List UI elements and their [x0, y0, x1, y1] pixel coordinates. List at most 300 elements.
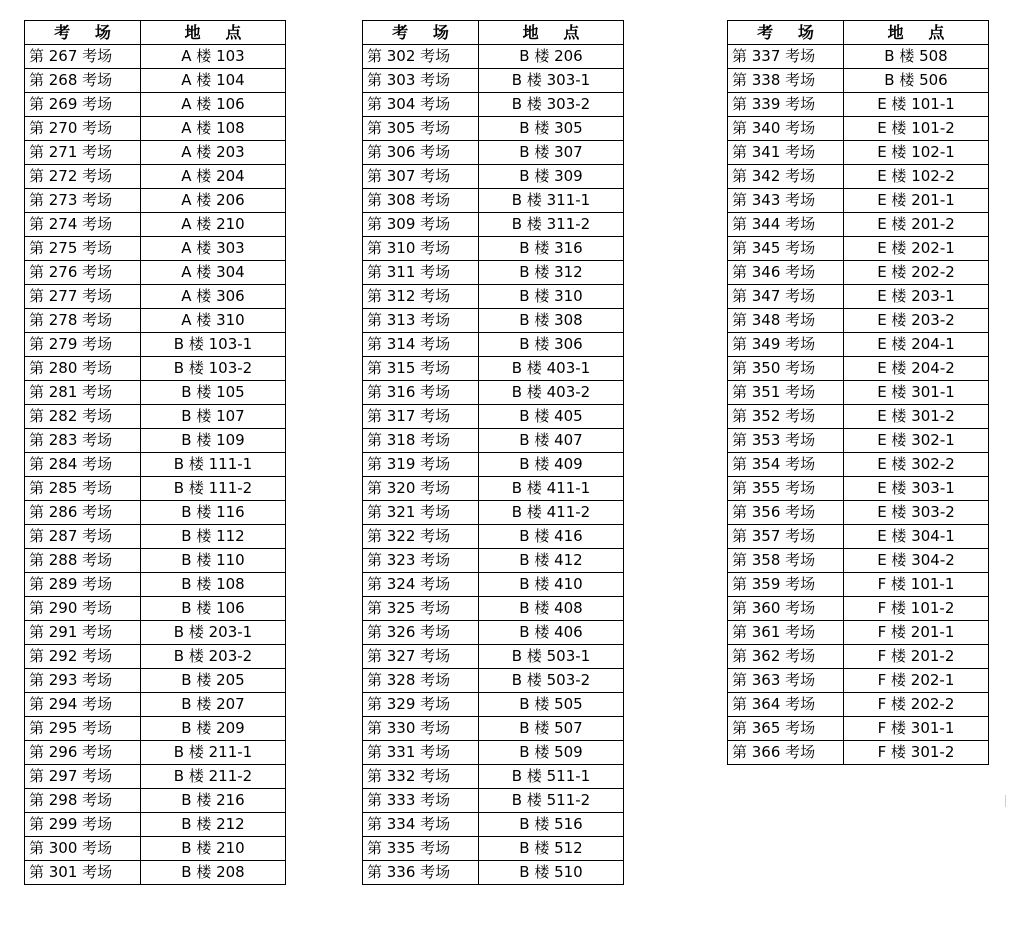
exam-room-cell: 第 321 考场 — [363, 501, 479, 525]
table-row — [25, 741, 286, 765]
exam-room-cell: 第 313 考场 — [363, 309, 479, 333]
table-row — [363, 429, 624, 453]
table-row — [363, 693, 624, 717]
location-cell: A 楼 203 — [141, 141, 286, 165]
table-row — [25, 669, 286, 693]
table-row — [25, 309, 286, 333]
location-cell: B 楼 511-1 — [479, 765, 624, 789]
exam-room-cell: 第 326 考场 — [363, 621, 479, 645]
exam-room-cell: 第 307 考场 — [363, 165, 479, 189]
table-row — [728, 165, 989, 189]
exam-room-cell: 第 285 考场 — [25, 477, 141, 501]
table-row — [363, 621, 624, 645]
location-cell: E 楼 302-1 — [844, 429, 989, 453]
table-row — [363, 237, 624, 261]
table-row — [25, 285, 286, 309]
exam-room-cell: 第 270 考场 — [25, 117, 141, 141]
table-row — [363, 765, 624, 789]
table-row — [25, 789, 286, 813]
table-row — [363, 405, 624, 429]
location-cell: B 楼 506 — [844, 69, 989, 93]
exam-room-cell: 第 340 考场 — [728, 117, 844, 141]
exam-room-cell: 第 365 考场 — [728, 717, 844, 741]
exam-room-cell: 第 281 考场 — [25, 381, 141, 405]
table-row — [25, 93, 286, 117]
exam-room-cell: 第 349 考场 — [728, 333, 844, 357]
exam-room-cell: 第 271 考场 — [25, 141, 141, 165]
exam-room-table-1 — [24, 20, 286, 885]
exam-room-cell: 第 316 考场 — [363, 381, 479, 405]
exam-room-cell: 第 338 考场 — [728, 69, 844, 93]
location-cell: B 楼 108 — [141, 573, 286, 597]
exam-room-cell: 第 294 考场 — [25, 693, 141, 717]
location-cell: B 楼 103-1 — [141, 333, 286, 357]
exam-room-cell: 第 278 考场 — [25, 309, 141, 333]
exam-room-cell: 第 284 考场 — [25, 453, 141, 477]
location-cell: B 楼 416 — [479, 525, 624, 549]
exam-room-cell: 第 293 考场 — [25, 669, 141, 693]
table-row — [728, 429, 989, 453]
exam-room-cell: 第 351 考场 — [728, 381, 844, 405]
table-row — [728, 693, 989, 717]
location-cell: B 楼 311-2 — [479, 213, 624, 237]
exam-room-cell: 第 289 考场 — [25, 573, 141, 597]
location-cell: F 楼 301-1 — [844, 717, 989, 741]
exam-room-cell: 第 357 考场 — [728, 525, 844, 549]
location-cell: B 楼 109 — [141, 429, 286, 453]
location-cell: B 楼 507 — [479, 717, 624, 741]
table-row — [728, 573, 989, 597]
exam-room-cell: 第 290 考场 — [25, 597, 141, 621]
table-row — [728, 309, 989, 333]
exam-room-cell: 第 274 考场 — [25, 213, 141, 237]
location-cell: B 楼 312 — [479, 261, 624, 285]
table-row — [25, 861, 286, 885]
table-row — [25, 621, 286, 645]
exam-room-cell: 第 280 考场 — [25, 357, 141, 381]
exam-room-cell: 第 330 考场 — [363, 717, 479, 741]
table-row — [363, 117, 624, 141]
exam-room-cell: 第 297 考场 — [25, 765, 141, 789]
exam-room-cell: 第 318 考场 — [363, 429, 479, 453]
exam-room-table-2 — [362, 20, 624, 885]
table-row — [363, 213, 624, 237]
table-row — [25, 405, 286, 429]
table-row — [728, 645, 989, 669]
table-row — [25, 45, 286, 69]
location-cell: F 楼 201-2 — [844, 645, 989, 669]
location-cell: B 楼 410 — [479, 573, 624, 597]
location-cell: E 楼 101-2 — [844, 117, 989, 141]
exam-room-cell: 第 288 考场 — [25, 549, 141, 573]
table-row — [363, 837, 624, 861]
header-room: 考 场 — [728, 21, 844, 45]
location-cell: B 楼 111-2 — [141, 477, 286, 501]
header-location: 地 点 — [141, 21, 286, 45]
location-cell: B 楼 409 — [479, 453, 624, 477]
table-row — [728, 213, 989, 237]
exam-room-cell: 第 324 考场 — [363, 573, 479, 597]
table-row — [25, 237, 286, 261]
location-cell: B 楼 508 — [844, 45, 989, 69]
location-cell: B 楼 116 — [141, 501, 286, 525]
location-cell: F 楼 101-2 — [844, 597, 989, 621]
exam-room-cell: 第 320 考场 — [363, 477, 479, 501]
exam-room-cell: 第 342 考场 — [728, 165, 844, 189]
location-cell: B 楼 107 — [141, 405, 286, 429]
exam-room-cell: 第 352 考场 — [728, 405, 844, 429]
table-row — [728, 477, 989, 501]
location-cell: E 楼 302-2 — [844, 453, 989, 477]
exam-room-cell: 第 315 考场 — [363, 357, 479, 381]
table-row — [25, 693, 286, 717]
table-row — [25, 357, 286, 381]
exam-room-cell: 第 334 考场 — [363, 813, 479, 837]
location-cell: B 楼 212 — [141, 813, 286, 837]
exam-room-cell: 第 328 考场 — [363, 669, 479, 693]
table-row — [363, 285, 624, 309]
location-cell: B 楼 308 — [479, 309, 624, 333]
exam-room-cell: 第 353 考场 — [728, 429, 844, 453]
header-room: 考 场 — [25, 21, 141, 45]
table-row — [25, 549, 286, 573]
table-row — [363, 69, 624, 93]
exam-room-cell: 第 302 考场 — [363, 45, 479, 69]
location-cell: B 楼 106 — [141, 597, 286, 621]
table-row — [25, 69, 286, 93]
table-row — [363, 741, 624, 765]
exam-room-cell: 第 296 考场 — [25, 741, 141, 765]
table-row — [25, 525, 286, 549]
exam-room-cell: 第 345 考场 — [728, 237, 844, 261]
location-cell: E 楼 304-2 — [844, 549, 989, 573]
table-row — [25, 141, 286, 165]
table-row — [25, 717, 286, 741]
table-row — [25, 381, 286, 405]
exam-room-cell: 第 343 考场 — [728, 189, 844, 213]
table-row — [363, 45, 624, 69]
location-cell: B 楼 103-2 — [141, 357, 286, 381]
location-cell: B 楼 406 — [479, 621, 624, 645]
exam-room-cell: 第 267 考场 — [25, 45, 141, 69]
exam-room-cell: 第 277 考场 — [25, 285, 141, 309]
exam-room-cell: 第 273 考场 — [25, 189, 141, 213]
table-row — [728, 405, 989, 429]
location-cell: B 楼 407 — [479, 429, 624, 453]
table-row — [363, 477, 624, 501]
exam-room-cell: 第 366 考场 — [728, 741, 844, 765]
location-cell: B 楼 207 — [141, 693, 286, 717]
location-cell: B 楼 510 — [479, 861, 624, 885]
location-cell: B 楼 405 — [479, 405, 624, 429]
location-cell: A 楼 304 — [141, 261, 286, 285]
table-row — [363, 189, 624, 213]
table-row — [25, 837, 286, 861]
location-cell: B 楼 206 — [479, 45, 624, 69]
table-row — [728, 189, 989, 213]
table-row — [25, 645, 286, 669]
location-cell: B 楼 203-2 — [141, 645, 286, 669]
exam-room-cell: 第 356 考场 — [728, 501, 844, 525]
exam-room-cell: 第 269 考场 — [25, 93, 141, 117]
table-row — [363, 93, 624, 117]
location-cell: B 楼 316 — [479, 237, 624, 261]
table-row — [728, 453, 989, 477]
exam-room-table-3 — [727, 20, 989, 765]
location-cell: A 楼 106 — [141, 93, 286, 117]
location-cell: B 楼 208 — [141, 861, 286, 885]
table-row — [363, 549, 624, 573]
exam-room-cell: 第 361 考场 — [728, 621, 844, 645]
location-cell: E 楼 203-1 — [844, 285, 989, 309]
location-cell: F 楼 202-2 — [844, 693, 989, 717]
table-row — [25, 597, 286, 621]
table-row — [25, 573, 286, 597]
exam-room-cell: 第 355 考场 — [728, 477, 844, 501]
page-edge-mark — [1005, 795, 1006, 807]
table-row — [728, 261, 989, 285]
location-cell: B 楼 505 — [479, 693, 624, 717]
exam-room-cell: 第 304 考场 — [363, 93, 479, 117]
table-row — [363, 669, 624, 693]
exam-room-cell: 第 303 考场 — [363, 69, 479, 93]
exam-room-cell: 第 337 考场 — [728, 45, 844, 69]
location-cell: F 楼 301-2 — [844, 741, 989, 765]
table-row — [363, 357, 624, 381]
table-row — [25, 813, 286, 837]
location-cell: B 楼 205 — [141, 669, 286, 693]
table-header-row — [363, 21, 624, 45]
exam-room-cell: 第 314 考场 — [363, 333, 479, 357]
table-row — [728, 717, 989, 741]
table-row — [25, 501, 286, 525]
table-row — [25, 261, 286, 285]
exam-room-cell: 第 319 考场 — [363, 453, 479, 477]
location-cell: B 楼 211-1 — [141, 741, 286, 765]
table-row — [728, 93, 989, 117]
location-cell: B 楼 210 — [141, 837, 286, 861]
location-cell: B 楼 216 — [141, 789, 286, 813]
exam-room-cell: 第 325 考场 — [363, 597, 479, 621]
location-cell: A 楼 204 — [141, 165, 286, 189]
location-cell: B 楼 209 — [141, 717, 286, 741]
location-cell: B 楼 112 — [141, 525, 286, 549]
location-cell: B 楼 512 — [479, 837, 624, 861]
location-cell: B 楼 412 — [479, 549, 624, 573]
exam-room-cell: 第 332 考场 — [363, 765, 479, 789]
table-row — [363, 645, 624, 669]
location-cell: B 楼 307 — [479, 141, 624, 165]
table-row — [728, 741, 989, 765]
table-row — [728, 237, 989, 261]
table-row — [363, 789, 624, 813]
table-row — [728, 357, 989, 381]
table-row — [25, 429, 286, 453]
location-cell: A 楼 108 — [141, 117, 286, 141]
location-cell: E 楼 201-2 — [844, 213, 989, 237]
location-cell: E 楼 204-1 — [844, 333, 989, 357]
table-row — [363, 453, 624, 477]
exam-room-cell: 第 363 考场 — [728, 669, 844, 693]
table-row — [363, 309, 624, 333]
location-cell: B 楼 509 — [479, 741, 624, 765]
exam-room-cell: 第 276 考场 — [25, 261, 141, 285]
table-row — [728, 285, 989, 309]
location-cell: B 楼 403-2 — [479, 381, 624, 405]
exam-room-cell: 第 341 考场 — [728, 141, 844, 165]
location-cell: B 楼 310 — [479, 285, 624, 309]
table-row — [728, 597, 989, 621]
exam-room-cell: 第 282 考场 — [25, 405, 141, 429]
location-cell: B 楼 411-1 — [479, 477, 624, 501]
location-cell: B 楼 309 — [479, 165, 624, 189]
exam-room-cell: 第 300 考场 — [25, 837, 141, 861]
location-cell: B 楼 305 — [479, 117, 624, 141]
location-cell: E 楼 203-2 — [844, 309, 989, 333]
exam-room-cell: 第 346 考场 — [728, 261, 844, 285]
table-header-row — [25, 21, 286, 45]
table-row — [25, 189, 286, 213]
location-cell: B 楼 303-1 — [479, 69, 624, 93]
location-cell: E 楼 202-1 — [844, 237, 989, 261]
location-cell: E 楼 201-1 — [844, 189, 989, 213]
table-row — [363, 501, 624, 525]
header-location: 地 点 — [844, 21, 989, 45]
location-cell: B 楼 411-2 — [479, 501, 624, 525]
location-cell: B 楼 111-1 — [141, 453, 286, 477]
location-cell: B 楼 503-2 — [479, 669, 624, 693]
location-cell: B 楼 203-1 — [141, 621, 286, 645]
exam-room-cell: 第 272 考场 — [25, 165, 141, 189]
location-cell: B 楼 516 — [479, 813, 624, 837]
location-cell: A 楼 103 — [141, 45, 286, 69]
table-row — [363, 333, 624, 357]
location-cell: A 楼 310 — [141, 309, 286, 333]
exam-room-cell: 第 311 考场 — [363, 261, 479, 285]
location-cell: E 楼 102-2 — [844, 165, 989, 189]
table-header-row — [728, 21, 989, 45]
exam-room-cell: 第 283 考场 — [25, 429, 141, 453]
exam-room-cell: 第 339 考场 — [728, 93, 844, 117]
exam-room-cell: 第 327 考场 — [363, 645, 479, 669]
exam-room-cell: 第 348 考场 — [728, 309, 844, 333]
exam-room-cell: 第 291 考场 — [25, 621, 141, 645]
location-cell: A 楼 104 — [141, 69, 286, 93]
exam-room-cell: 第 317 考场 — [363, 405, 479, 429]
exam-room-cell: 第 312 考场 — [363, 285, 479, 309]
location-cell: A 楼 210 — [141, 213, 286, 237]
location-cell: B 楼 511-2 — [479, 789, 624, 813]
table-row — [25, 213, 286, 237]
exam-room-cell: 第 350 考场 — [728, 357, 844, 381]
table-row — [363, 381, 624, 405]
exam-room-cell: 第 298 考场 — [25, 789, 141, 813]
table-row — [363, 261, 624, 285]
location-cell: B 楼 408 — [479, 597, 624, 621]
exam-room-cell: 第 305 考场 — [363, 117, 479, 141]
table-row — [25, 117, 286, 141]
exam-room-cell: 第 360 考场 — [728, 597, 844, 621]
table-row — [363, 717, 624, 741]
table-row — [728, 333, 989, 357]
location-cell: A 楼 206 — [141, 189, 286, 213]
table-row — [363, 573, 624, 597]
location-cell: E 楼 303-2 — [844, 501, 989, 525]
location-cell: E 楼 102-1 — [844, 141, 989, 165]
table-row — [728, 621, 989, 645]
exam-room-cell: 第 279 考场 — [25, 333, 141, 357]
table-row — [728, 669, 989, 693]
table-row — [728, 501, 989, 525]
exam-room-cell: 第 268 考场 — [25, 69, 141, 93]
location-cell: B 楼 105 — [141, 381, 286, 405]
location-cell: A 楼 303 — [141, 237, 286, 261]
location-cell: E 楼 101-1 — [844, 93, 989, 117]
exam-room-cell: 第 336 考场 — [363, 861, 479, 885]
table-row — [728, 549, 989, 573]
table-row — [728, 141, 989, 165]
location-cell: F 楼 101-1 — [844, 573, 989, 597]
location-cell: E 楼 303-1 — [844, 477, 989, 501]
exam-room-cell: 第 309 考场 — [363, 213, 479, 237]
table-row — [363, 165, 624, 189]
exam-room-cell: 第 287 考场 — [25, 525, 141, 549]
exam-room-cell: 第 299 考场 — [25, 813, 141, 837]
location-cell: B 楼 110 — [141, 549, 286, 573]
exam-room-cell: 第 323 考场 — [363, 549, 479, 573]
exam-room-cell: 第 275 考场 — [25, 237, 141, 261]
table-row — [728, 525, 989, 549]
table-row — [363, 597, 624, 621]
exam-room-cell: 第 354 考场 — [728, 453, 844, 477]
exam-room-cell: 第 331 考场 — [363, 741, 479, 765]
exam-room-cell: 第 335 考场 — [363, 837, 479, 861]
exam-room-cell: 第 308 考场 — [363, 189, 479, 213]
exam-room-cell: 第 362 考场 — [728, 645, 844, 669]
exam-room-cell: 第 310 考场 — [363, 237, 479, 261]
table-row — [25, 453, 286, 477]
table-row — [363, 861, 624, 885]
location-cell: A 楼 306 — [141, 285, 286, 309]
exam-room-cell: 第 286 考场 — [25, 501, 141, 525]
location-cell: E 楼 202-2 — [844, 261, 989, 285]
table-row — [728, 45, 989, 69]
exam-room-cell: 第 295 考场 — [25, 717, 141, 741]
location-cell: B 楼 306 — [479, 333, 624, 357]
table-row — [25, 333, 286, 357]
exam-room-cell: 第 306 考场 — [363, 141, 479, 165]
header-location: 地 点 — [479, 21, 624, 45]
location-cell: B 楼 211-2 — [141, 765, 286, 789]
table-row — [728, 381, 989, 405]
table-row — [728, 117, 989, 141]
exam-room-cell: 第 344 考场 — [728, 213, 844, 237]
location-cell: F 楼 201-1 — [844, 621, 989, 645]
table-row — [25, 765, 286, 789]
table-row — [25, 165, 286, 189]
exam-room-cell: 第 322 考场 — [363, 525, 479, 549]
table-row — [363, 525, 624, 549]
exam-room-cell: 第 359 考场 — [728, 573, 844, 597]
exam-room-cell: 第 347 考场 — [728, 285, 844, 309]
exam-room-cell: 第 358 考场 — [728, 549, 844, 573]
location-cell: B 楼 311-1 — [479, 189, 624, 213]
location-cell: F 楼 202-1 — [844, 669, 989, 693]
exam-room-cell: 第 301 考场 — [25, 861, 141, 885]
exam-room-cell: 第 333 考场 — [363, 789, 479, 813]
table-row — [25, 477, 286, 501]
location-cell: B 楼 403-1 — [479, 357, 624, 381]
